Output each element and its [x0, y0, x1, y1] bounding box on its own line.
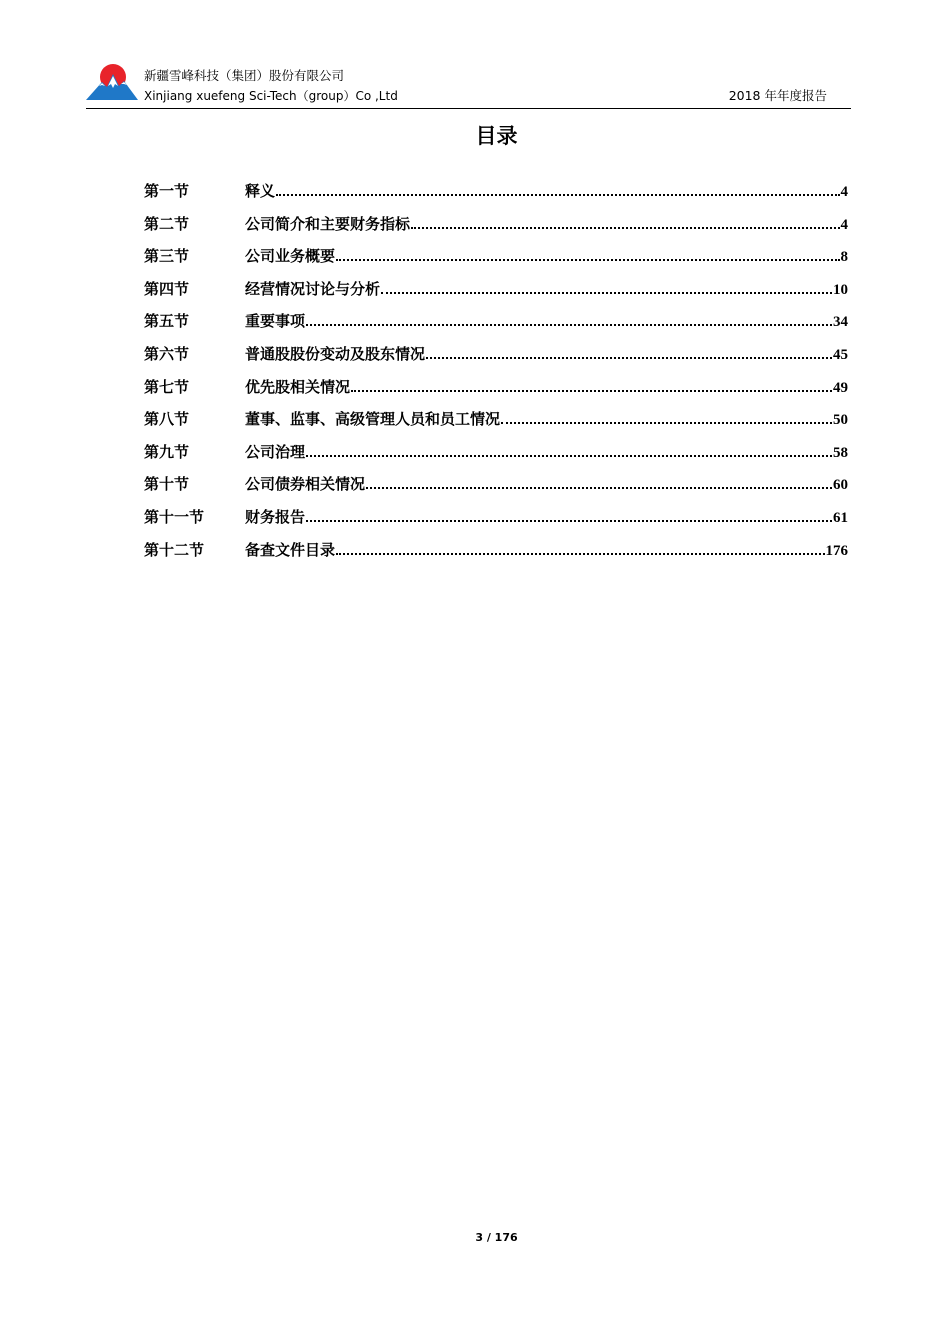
- toc-section-number: 第十节: [144, 475, 190, 494]
- toc-entry[interactable]: [144, 440, 848, 473]
- toc-entry[interactable]: [144, 505, 848, 538]
- toc-section-number: 第三节: [144, 247, 190, 266]
- toc-section-title: 备查文件目录: [245, 540, 336, 559]
- toc-entry[interactable]: [144, 179, 848, 212]
- table-of-contents: [144, 179, 848, 570]
- toc-title: 目录: [475, 123, 518, 148]
- toc-section-title: 重要事项: [245, 312, 306, 331]
- toc-page-number: 58: [833, 444, 848, 461]
- toc-page-number: 10: [833, 281, 848, 298]
- toc-dot-leader: [426, 356, 832, 359]
- toc-page-number: 45: [833, 346, 848, 363]
- toc-page-number: 61: [833, 509, 848, 526]
- toc-entry[interactable]: [144, 309, 848, 342]
- toc-section-title: 经营情况讨论与分析: [245, 279, 381, 298]
- toc-dot-leader: [411, 226, 839, 229]
- toc-section-number: 第二节: [144, 214, 190, 233]
- toc-section-title: 公司简介和主要财务指标: [245, 214, 411, 233]
- toc-section-title: 公司治理: [245, 442, 306, 461]
- toc-entry[interactable]: [144, 407, 848, 440]
- toc-dot-leader: [306, 519, 832, 522]
- toc-section-title: 公司债券相关情况: [245, 475, 366, 494]
- toc-page-number: 4: [840, 184, 848, 200]
- toc-dot-leader: [351, 389, 832, 392]
- toc-dot-leader: [381, 291, 832, 294]
- toc-section-title: 普通股股份变动及股东情况: [245, 344, 426, 363]
- toc-entry[interactable]: [144, 375, 848, 408]
- toc-page-number: 50: [833, 412, 848, 429]
- toc-section-number: 第七节: [144, 377, 190, 396]
- toc-entry[interactable]: [144, 472, 848, 505]
- toc-page-number: 8: [840, 249, 848, 266]
- toc-dot-leader: [501, 421, 832, 424]
- toc-section-number: 第一节: [144, 182, 190, 200]
- toc-dot-leader: [366, 486, 832, 489]
- toc-section-number: 第四节: [144, 279, 190, 298]
- page-indicator: 3 / 176: [475, 1231, 518, 1244]
- toc-section-title: 董事、监事、高级管理人员和员工情况: [245, 410, 501, 429]
- toc-section-number: 第五节: [144, 312, 190, 331]
- page-header: [86, 62, 851, 109]
- toc-section-title: 释义: [245, 182, 276, 200]
- toc-entry[interactable]: [144, 277, 848, 310]
- toc-section-number: 第十二节: [144, 540, 205, 559]
- toc-dot-leader: [336, 552, 824, 555]
- toc-section-number: 第八节: [144, 410, 190, 429]
- report-year-label: 2018 年年度报告: [728, 88, 827, 103]
- toc-page-number: 34: [833, 314, 848, 331]
- toc-entry[interactable]: [144, 244, 848, 277]
- company-name-en: Xinjiang xuefeng Sci-Tech（group）Co ,Ltd: [144, 89, 398, 103]
- toc-section-title: 优先股相关情况: [245, 377, 351, 396]
- toc-entry[interactable]: [144, 212, 848, 245]
- toc-dot-leader: [306, 323, 832, 326]
- toc-section-title: 财务报告: [245, 507, 306, 526]
- toc-dot-leader: [336, 258, 839, 261]
- toc-section-title: 公司业务概要: [245, 247, 336, 266]
- toc-page-number: 4: [840, 216, 848, 233]
- company-name-cn: 新疆雪峰科技（集团）股份有限公司: [144, 68, 345, 83]
- toc-page-number: 49: [833, 379, 848, 396]
- toc-page-number: 60: [833, 477, 848, 494]
- toc-section-number: 第九节: [144, 442, 190, 461]
- toc-entry[interactable]: [144, 342, 848, 375]
- toc-dot-leader: [306, 454, 832, 457]
- xuefeng-logo-icon: [86, 62, 138, 102]
- toc-dot-leader: [276, 193, 839, 196]
- toc-section-number: 第六节: [144, 344, 190, 363]
- toc-page-number: 176: [825, 542, 848, 559]
- toc-entry[interactable]: [144, 538, 848, 571]
- toc-section-number: 第十一节: [144, 507, 205, 526]
